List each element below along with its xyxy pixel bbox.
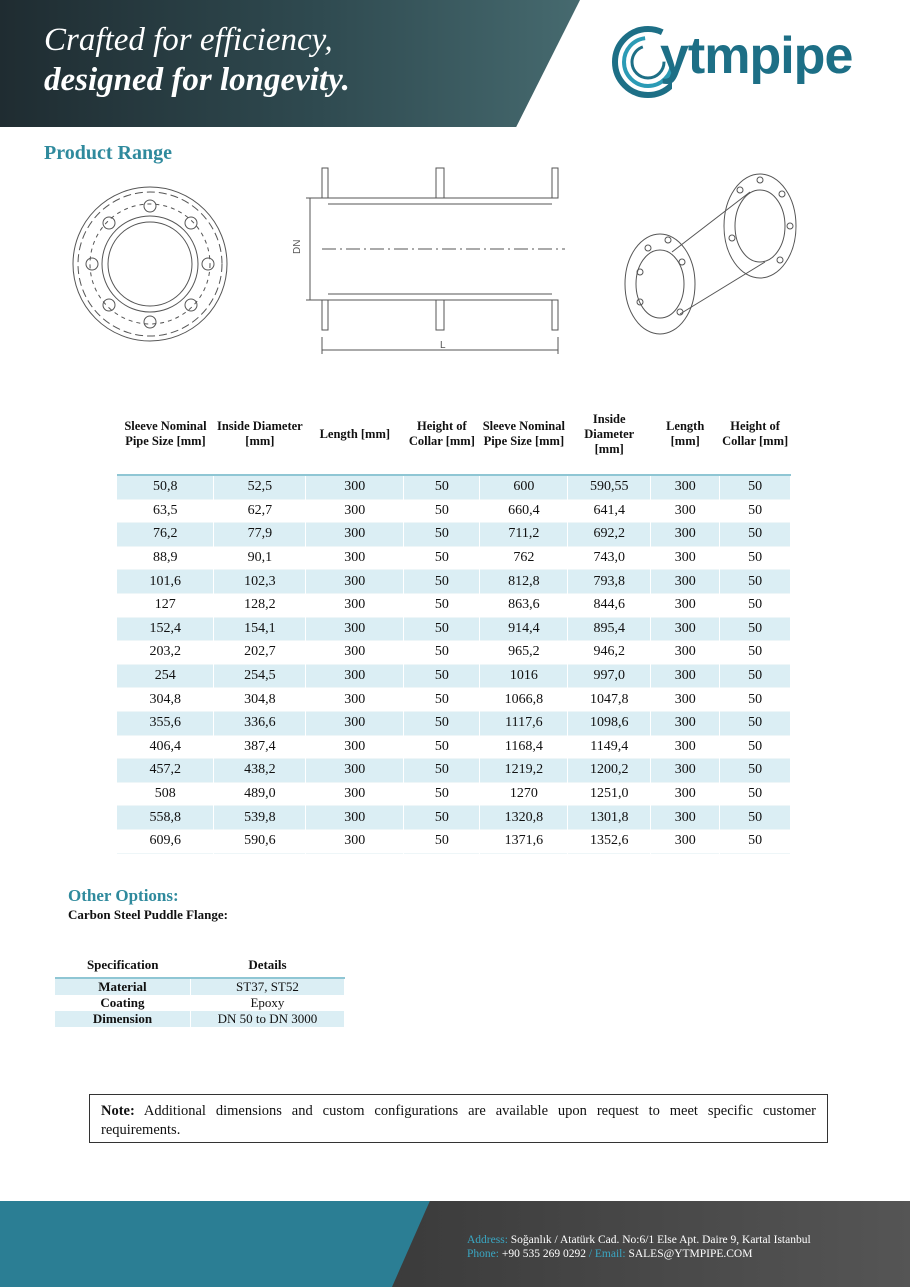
table-cell: 300 [651, 759, 720, 783]
table-cell: 508 [117, 782, 214, 806]
table-cell: 539,8 [214, 806, 306, 830]
table-cell: 50 [404, 806, 480, 830]
table-cell: 50 [720, 523, 791, 547]
table-cell: 1098,6 [568, 711, 651, 735]
table-cell: 50 [720, 475, 791, 499]
table-cell: 355,6 [117, 711, 214, 735]
table-cell: 692,2 [568, 523, 651, 547]
table-cell: 1066,8 [480, 688, 568, 712]
table-cell: 914,4 [480, 617, 568, 641]
page-footer [0, 1201, 910, 1287]
table-cell: 50 [720, 593, 791, 617]
table-cell: 254,5 [214, 664, 306, 688]
table-row [117, 759, 791, 783]
table-cell: 1117,6 [480, 711, 568, 735]
table-cell: 336,6 [214, 711, 306, 735]
table-header-row [55, 953, 345, 978]
table-cell: 50 [720, 829, 791, 853]
table-cell: 762 [480, 546, 568, 570]
table-cell: 76,2 [117, 523, 214, 547]
specification-body [55, 978, 345, 1027]
table-cell: 50 [404, 641, 480, 665]
col-header: Specification [55, 953, 190, 978]
table-cell: 387,4 [214, 735, 306, 759]
table-cell: 946,2 [568, 641, 651, 665]
table-cell: 102,3 [214, 570, 306, 594]
col-header: Sleeve Nominal Pipe Size [mm] [117, 394, 214, 475]
table-row [55, 995, 345, 1011]
table-cell: 50 [720, 546, 791, 570]
table-cell: 489,0 [214, 782, 306, 806]
table-cell: 127 [117, 593, 214, 617]
note-box [89, 1094, 828, 1143]
table-cell: 300 [306, 782, 404, 806]
table-cell: 304,8 [117, 688, 214, 712]
table-cell: 202,7 [214, 641, 306, 665]
table-cell: 1352,6 [568, 829, 651, 853]
sleeve-technical-drawing [60, 162, 850, 362]
product-drawings [60, 162, 850, 362]
phone-label: Phone: [467, 1248, 499, 1260]
product-range-table [117, 394, 791, 854]
table-cell: 50 [720, 759, 791, 783]
table-cell: 300 [306, 829, 404, 853]
table-row [117, 617, 791, 641]
table-cell: 300 [651, 688, 720, 712]
table-cell: 300 [651, 782, 720, 806]
table-row [55, 1011, 345, 1027]
col-header: Height of Collar [mm] [404, 394, 480, 475]
table-cell: 300 [306, 641, 404, 665]
table-row [117, 570, 791, 594]
note-label: Note: [101, 1103, 135, 1119]
table-cell: 300 [651, 641, 720, 665]
table-cell: 300 [306, 499, 404, 523]
table-cell: 50 [404, 664, 480, 688]
footer-address-line [467, 1234, 811, 1246]
table-row [117, 829, 791, 853]
table-cell: 300 [651, 499, 720, 523]
table-cell: 50 [720, 711, 791, 735]
email-label: Email: [594, 1248, 626, 1260]
brand-logo [612, 22, 862, 102]
table-row [117, 475, 791, 499]
table-row [117, 735, 791, 759]
other-options-subtitle: Carbon Steel Puddle Flange: [68, 907, 228, 922]
table-cell: 300 [651, 806, 720, 830]
spec-key: Dimension [55, 1011, 190, 1027]
table-row [117, 499, 791, 523]
table-cell: 304,8 [214, 688, 306, 712]
table-cell: 863,6 [480, 593, 568, 617]
footer-separator: / [585, 1248, 595, 1260]
table-cell: 600 [480, 475, 568, 499]
table-cell: 590,55 [568, 475, 651, 499]
table-cell: 50 [404, 593, 480, 617]
table-row [55, 978, 345, 995]
table-cell: 50 [720, 735, 791, 759]
table-cell: 438,2 [214, 759, 306, 783]
table-cell: 300 [306, 593, 404, 617]
table-cell: 812,8 [480, 570, 568, 594]
table-row [117, 641, 791, 665]
table-cell: 50 [720, 806, 791, 830]
table-cell: 1149,4 [568, 735, 651, 759]
table-cell: 590,6 [214, 829, 306, 853]
table-cell: 154,1 [214, 617, 306, 641]
col-header: Details [190, 953, 344, 978]
table-cell: 128,2 [214, 593, 306, 617]
table-cell: 300 [651, 523, 720, 547]
address-label: Address: [467, 1234, 508, 1246]
spec-value: Epoxy [190, 995, 344, 1011]
table-cell: 63,5 [117, 499, 214, 523]
table-cell: 50 [720, 570, 791, 594]
table-cell: 793,8 [568, 570, 651, 594]
col-header: Sleeve Nominal Pipe Size [mm] [480, 394, 568, 475]
table-cell: 660,4 [480, 499, 568, 523]
spec-value: DN 50 to DN 3000 [190, 1011, 344, 1027]
table-cell: 50 [404, 711, 480, 735]
table-cell: 1371,6 [480, 829, 568, 853]
table-cell: 965,2 [480, 641, 568, 665]
table-cell: 50 [404, 782, 480, 806]
table-cell: 62,7 [214, 499, 306, 523]
table-cell: 1047,8 [568, 688, 651, 712]
col-header: Inside Diameter [mm] [568, 394, 651, 475]
table-cell: 895,4 [568, 617, 651, 641]
table-cell: 844,6 [568, 593, 651, 617]
table-cell: 50 [720, 641, 791, 665]
table-header-row [117, 394, 791, 475]
table-cell: 300 [651, 475, 720, 499]
col-header: Length [mm] [651, 394, 720, 475]
table-cell: 300 [651, 829, 720, 853]
table-cell: 203,2 [117, 641, 214, 665]
table-cell: 609,6 [117, 829, 214, 853]
table-cell: 50 [404, 735, 480, 759]
table-cell: 711,2 [480, 523, 568, 547]
table-cell: 50 [404, 688, 480, 712]
table-cell: 300 [306, 711, 404, 735]
specification-table [55, 953, 345, 1027]
table-cell: 300 [651, 664, 720, 688]
table-cell: 300 [306, 546, 404, 570]
table-cell: 300 [306, 523, 404, 547]
table-row [117, 523, 791, 547]
table-cell: 1219,2 [480, 759, 568, 783]
table-cell: 77,9 [214, 523, 306, 547]
table-cell: 1251,0 [568, 782, 651, 806]
sleeve-side-view [306, 168, 565, 354]
table-cell: 300 [306, 664, 404, 688]
dimension-label-dn: DN [292, 239, 303, 254]
table-row [117, 664, 791, 688]
table-cell: 50 [404, 829, 480, 853]
table-cell: 300 [306, 570, 404, 594]
table-cell: 300 [651, 711, 720, 735]
table-cell: 300 [306, 806, 404, 830]
table-cell: 558,8 [117, 806, 214, 830]
table-cell: 300 [651, 735, 720, 759]
table-cell: 254 [117, 664, 214, 688]
table-cell: 300 [306, 735, 404, 759]
section-title: Product Range [44, 142, 172, 164]
table-cell: 300 [306, 475, 404, 499]
table-cell: 50 [404, 759, 480, 783]
spec-value: ST37, ST52 [190, 978, 344, 995]
table-row [117, 806, 791, 830]
table-cell: 50 [404, 617, 480, 641]
table-cell: 300 [306, 688, 404, 712]
table-cell: 50 [404, 523, 480, 547]
address-text: Soğanlık / Atatürk Cad. No:6/1 Else Apt. Daire 9, Kartal Istanbul [510, 1234, 811, 1246]
table-cell: 50 [404, 546, 480, 570]
footer-accent-band [0, 1201, 430, 1287]
table-cell: 90,1 [214, 546, 306, 570]
table-cell: 50,8 [117, 475, 214, 499]
table-cell: 300 [306, 759, 404, 783]
table-cell: 1200,2 [568, 759, 651, 783]
table-cell: 1320,8 [480, 806, 568, 830]
logo-wordmark: ytmpipe [660, 27, 853, 85]
col-header: Height of Collar [mm] [720, 394, 791, 475]
spec-key: Coating [55, 995, 190, 1011]
table-cell: 88,9 [117, 546, 214, 570]
table-cell: 50 [720, 664, 791, 688]
table-cell: 300 [651, 546, 720, 570]
table-cell: 1270 [480, 782, 568, 806]
spec-key: Material [55, 978, 190, 995]
table-cell: 406,4 [117, 735, 214, 759]
col-header: Inside Diameter [mm] [214, 394, 306, 475]
footer-phone-line [467, 1248, 752, 1260]
table-cell: 300 [651, 593, 720, 617]
table-cell: 997,0 [568, 664, 651, 688]
phone-text: +90 535 269 0292 [501, 1248, 586, 1260]
table-cell: 50 [720, 782, 791, 806]
table-cell: 1168,4 [480, 735, 568, 759]
page-header [0, 0, 910, 127]
table-cell: 101,6 [117, 570, 214, 594]
table-cell: 50 [404, 475, 480, 499]
table-cell: 152,4 [117, 617, 214, 641]
tagline-line-2: designed for longevity. [44, 62, 350, 98]
table-cell: 1301,8 [568, 806, 651, 830]
table-cell: 457,2 [117, 759, 214, 783]
col-header: Length [mm] [306, 394, 404, 475]
table-cell: 641,4 [568, 499, 651, 523]
table-row [117, 688, 791, 712]
table-row [117, 782, 791, 806]
table-cell: 50 [404, 499, 480, 523]
table-cell: 300 [651, 570, 720, 594]
table-cell: 1016 [480, 664, 568, 688]
dimension-label-l: L [440, 340, 446, 351]
table-cell: 50 [720, 617, 791, 641]
table-row [117, 711, 791, 735]
email-link[interactable]: SALES@YTMPIPE.COM [628, 1248, 753, 1260]
other-options-title: Other Options: [68, 886, 179, 905]
table-cell: 300 [306, 617, 404, 641]
sleeve-isometric-view [625, 174, 796, 334]
table-cell: 52,5 [214, 475, 306, 499]
product-range-body [117, 475, 791, 853]
table-row [117, 546, 791, 570]
table-cell: 743,0 [568, 546, 651, 570]
table-cell: 300 [651, 617, 720, 641]
table-cell: 50 [720, 688, 791, 712]
table-cell: 50 [720, 499, 791, 523]
table-cell: 50 [404, 570, 480, 594]
table-row [117, 593, 791, 617]
flange-front-view [73, 187, 227, 341]
note-text: Additional dimensions and custom configurations are available upon request to meet specific customer requirements. [101, 1103, 816, 1138]
tagline-line-1: Crafted for efficiency, [44, 22, 333, 58]
